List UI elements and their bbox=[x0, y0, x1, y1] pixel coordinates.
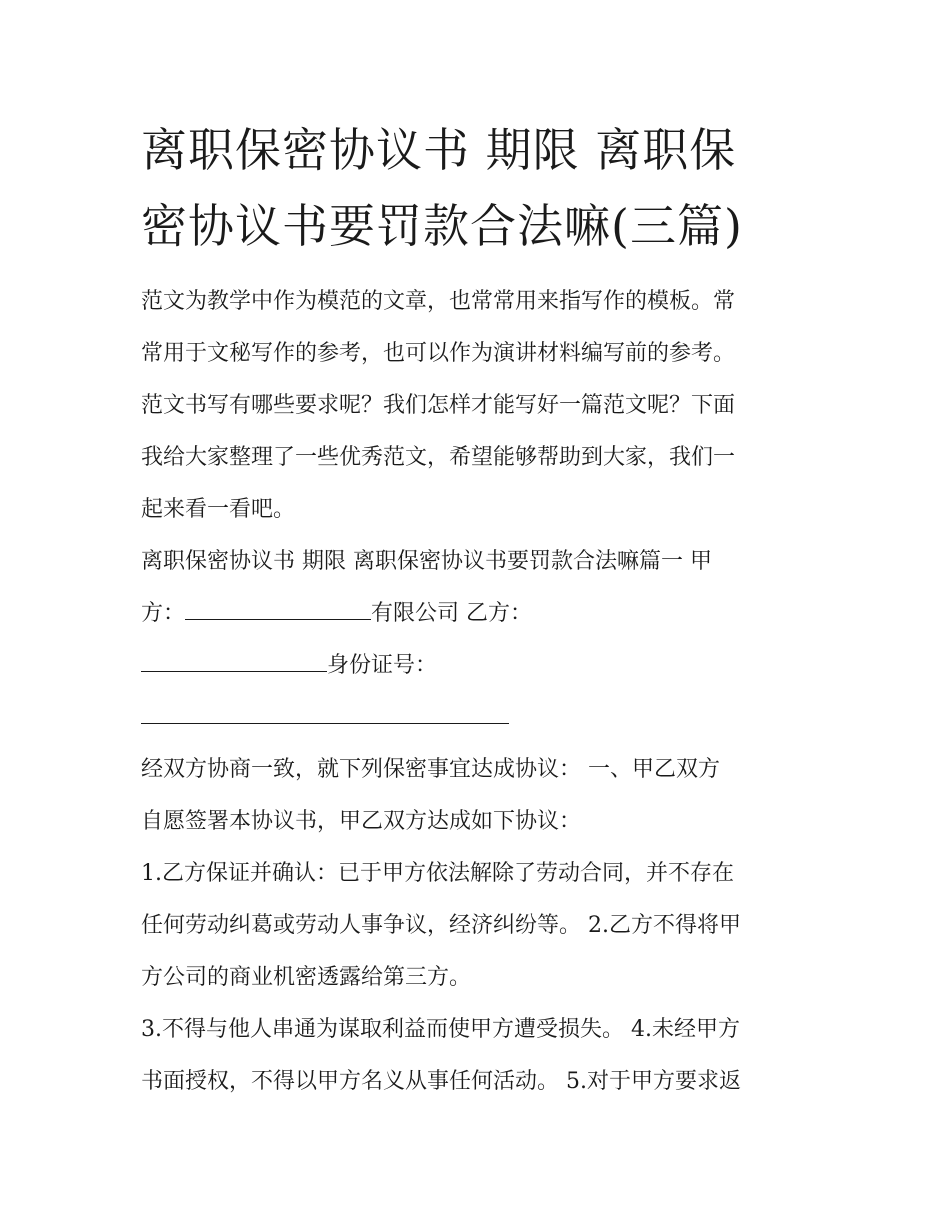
party-a-blank bbox=[185, 597, 371, 620]
intro-line: 起来看一看吧。 bbox=[141, 497, 296, 522]
title-line: 密协议书要罚款合法嘛(三篇) bbox=[141, 199, 743, 253]
agreement-line: 3.不得与他人串通为谋取利益而使甲方遭受损失。 4.未经甲方 bbox=[141, 1017, 740, 1042]
document-title bbox=[141, 112, 821, 264]
agreement-line: 自愿签署本协议书，甲乙双方达成如下协议： bbox=[141, 809, 582, 834]
id-number-line bbox=[141, 692, 821, 744]
agreement-line: 经双方协商一致，就下列保密事宜达成协议： 一、甲乙双方 bbox=[141, 757, 720, 782]
party-a-prefix: 方： bbox=[141, 601, 186, 626]
intro-line: 范文为教学中作为模范的文章，也常常用来指写作的模板。常 bbox=[141, 289, 736, 314]
section-heading: 离职保密协议书 期限 离职保密协议书要罚款合法嘛篇一 甲 bbox=[141, 549, 712, 574]
party-a-line bbox=[141, 588, 821, 640]
id-label: 身份证号： bbox=[327, 653, 438, 678]
intro-line: 常用于文秘写作的参考，也可以作为演讲材料编写前的参考。 bbox=[141, 341, 736, 366]
party-a-suffix: 有限公司 乙方： bbox=[371, 601, 533, 626]
intro-line: 我给大家整理了一些优秀范文，希望能够帮助到大家，我们一 bbox=[141, 445, 736, 470]
intro-line: 范文书写有哪些要求呢？我们怎样才能写好一篇范文呢？下面 bbox=[141, 393, 736, 418]
id-number-blank bbox=[141, 701, 509, 724]
document-body bbox=[141, 276, 821, 1108]
agreement-line: 1.乙方保证并确认：已于甲方依法解除了劳动合同，并不存在 bbox=[141, 861, 734, 886]
party-b-line bbox=[141, 640, 821, 692]
document-page bbox=[141, 112, 821, 1108]
agreement-line: 任何劳动纠葛或劳动人事争议，经济纠纷等。 2.乙方不得将甲 bbox=[141, 913, 741, 938]
title-line: 离职保密协议书 期限 离职保 bbox=[141, 123, 737, 177]
agreement-line: 书面授权，不得以甲方名义从事任何活动。 5.对于甲方要求返 bbox=[141, 1069, 741, 1094]
party-b-blank bbox=[141, 649, 327, 672]
agreement-line: 方公司的商业机密透露给第三方。 bbox=[141, 965, 472, 990]
